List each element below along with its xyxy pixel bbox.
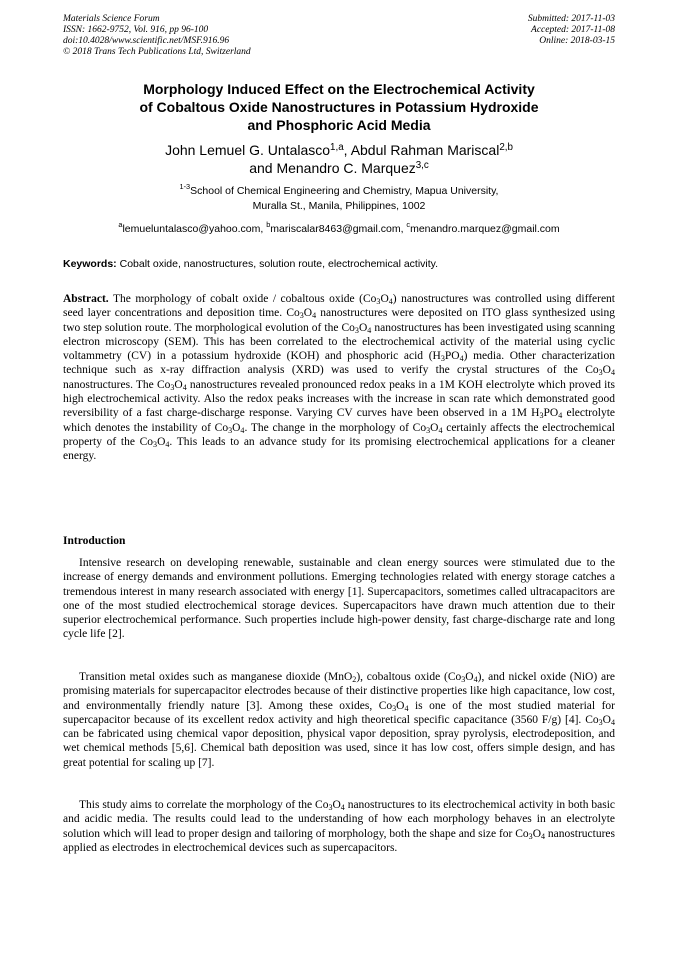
affiliation-text-1: School of Chemical Engineering and Chemistry, Mapua University, [190,185,499,197]
keywords-label: Keywords: [63,258,117,270]
introduction-heading: Introduction [63,535,126,547]
abstract-text: O [232,421,241,434]
email-list [63,222,615,236]
accepted-date: Accepted: 2017-11-08 [531,25,615,35]
affiliation-text-2: Muralla St., Manila, Philippines, 1002 [252,200,426,212]
abstract-text: . This leads to an advance study for its promising electrochemical applications for a cleaner energy. [63,435,615,463]
abstract-text: O [174,378,183,391]
subscript: 4 [558,411,563,421]
title-line-3: and Phosphoric Acid Media [247,117,431,133]
journal-name: Materials Science Forum [63,14,160,24]
author-3: Menandro C. Marquez [276,160,416,176]
subscript: 3 [153,439,158,449]
paragraph-text: O [532,827,542,840]
subscript: 4 [367,325,372,335]
subscript: 3 [598,717,603,727]
abstract-text: nanostructures revealed pronounced redox peaks in a 1M KOH electrolyte which proved its high electrochemical activity. Also the redox peaks increases with the increase in scan rate which demonstrated good reversibility of a fast charge-discharge response. Varying CV curves have been observed in a 1M H [63,378,616,420]
author-2-sup: 2,b [499,142,513,153]
abstract-text: O [430,421,439,434]
paragraph-text: O [396,699,405,712]
subscript: 3 [228,425,233,435]
subscript: 3 [528,831,533,841]
paragraph-text: can be fabricated using chemical vapor deposition, physical vapor deposition, spray pyrolysis, electrodeposition, and wet chemical methods [5,6]. Chemical bath deposition was used, since it has low cost, offers simple design, and has great potential for scaling up [7]. [63,728,615,769]
subscript: 3 [426,425,431,435]
subscript: 4 [240,425,245,435]
subscript: 4 [312,311,317,321]
subscript: 4 [473,675,478,684]
affiliation-sup: 1-3 [179,182,191,191]
online-date: Online: 2018-03-15 [539,36,615,46]
subscript: 3 [461,675,466,684]
paragraph-text: nanostructures to its electrochemical activity in both basic and acidic media. The results could lead to the understanding of how each morphology behaves in an electrolyte solution which will lead to proper design and tailoring of morphology, both the shape and size for Co [63,799,615,840]
subscript: 4 [165,439,170,449]
abstract-text: nanostructures has been investigated using scanning electron microscopy (SEM). This has been correlated to the electrochemical activity of the material using cyclic voltammetry (CV) in a potassium hydroxide (KOH) and phosphoric acid (H [63,321,615,363]
abstract-text: O [602,364,611,377]
subscript: 3 [440,354,445,364]
paragraph-text: This study aims to correlate the morphology of the Co [79,799,329,811]
title-line-1: Morphology Induced Effect on the Electrochemical Activity [143,81,535,97]
abstract-text: O [358,321,368,334]
keywords [63,257,615,271]
author-separator: , [343,142,351,158]
paragraph-text: O [332,799,341,811]
keywords-text: Cobalt oxide, nanostructures, solution route, electrochemical activity. [116,258,439,270]
abstract-text: certainly affects the electrochemical property of the Co [63,421,615,448]
author-2: Abdul Rahman Mariscal [350,142,500,158]
subscript: 3 [328,803,333,812]
subscript: 3 [392,703,397,713]
subscript: 3 [598,368,603,378]
subscript: 4 [610,717,615,727]
subscript: 4 [404,703,409,713]
abstract-text: O [303,307,313,320]
email-c: menandro.marquez@gmail.com [410,223,560,235]
author-list [63,141,615,177]
abstract-label: Abstract. [63,293,109,305]
paragraph-text: ), cobaltous oxide (Co [356,671,462,683]
subscript: 4 [459,354,464,364]
email-b-sup: b [266,220,271,229]
abstract-text: PO [444,350,460,363]
email-a: lemueluntalasco@yahoo.com, [122,223,267,235]
dates-header [528,14,615,47]
abstract-text: ) nanostructures was controlled using different seed layer concentrations and deposition time. Co [63,293,616,320]
title-line-2: of Cobaltous Oxide Nanostructures in Potassium Hydroxide [139,99,539,115]
author-1: John Lemuel G. Untalasco [165,142,331,158]
abstract-text: O [157,435,166,448]
abstract-text: The morphology of cobalt oxide / cobaltous oxide (Co [108,293,377,305]
abstract-text: O [380,293,389,305]
copyright: © 2018 Trans Tech Publications Ltd, Switzerland [63,47,251,57]
paragraph-text: O [602,713,611,726]
email-b: mariscalar8463@gmail.com, [270,223,407,235]
subscript: 3 [376,297,381,306]
subscript: 3 [354,325,359,335]
subscript: 2 [352,675,357,684]
paragraph-text: O [465,671,474,683]
author-3-sup: 3,c [415,160,429,171]
submitted-date: Submitted: 2017-11-03 [527,14,615,24]
intro-paragraph-3 [63,798,615,855]
author-1-sup: 1,a [330,142,344,153]
issn: ISSN: 1662-9752, Vol. 916, pp 96-100 [63,25,209,35]
paragraph-text: Transition metal oxides such as manganese dioxide (MnO [79,671,353,683]
author-and: and [249,160,277,176]
abstract-text: electrolyte which denotes the instability of Co [63,407,615,434]
subscript: 3 [299,311,304,321]
doi: doi:10.4028/www.scientific.net/MSF.916.96 [63,36,230,46]
abstract [63,292,615,464]
subscript: 4 [388,297,393,306]
abstract-text: nanostructures were deposited on ITO glass synthesized using two step solution route. The morphological evolution of the Co [63,307,615,334]
abstract-text: nanostructures. The Co [63,378,171,391]
paragraph-text: nanostructures applied as electrodes in electrochemical devices such as supercapacitors. [63,827,615,854]
affiliation [63,184,615,214]
subscript: 4 [541,831,546,841]
email-a-sup: a [118,220,123,229]
email-c-sup: c [406,220,411,229]
paragraph-text: is one of the most studied material for supercapacitor because of its excellent redox activity and high theoretical specific capacitance (3560 F/g) [4]. Co [63,699,615,726]
paper-title [63,80,615,134]
authors-line-2 [63,159,615,177]
subscript: 4 [340,803,345,812]
affiliation-line-1 [63,184,615,199]
subscript: 3 [170,382,175,392]
subscript: 3 [539,411,544,421]
intro-paragraph-1: Intensive research on developing renewable, sustainable and clean energy sources were stimulated due to the increase of energy demands and environment pollutions. Emerging technologies related with energy storage catches a tremendous interest in many research associated with energy [1]. Supercapacitors, sometimes called ultracapacitors are one of the most studied electrochemical storage devices. Supercapacitors have drawn much attention due to their superior electrochemical performance. Such properties include high-power density, fast charge-discharge rate and long cycle life [2]. [63,557,615,641]
abstract-text: ) media. Other characterization technique such as x-ray diffraction analysis (XRD) was used to verify the crystal structures of the Co [63,350,615,377]
abstract-text: . The change in the morphology of Co [244,421,427,434]
intro-paragraph-2 [63,670,615,770]
abstract-text: PO [543,407,559,420]
subscript: 4 [182,382,187,392]
journal-header [63,14,251,58]
authors-line-1 [63,141,615,159]
subscript: 4 [610,368,615,378]
subscript: 4 [438,425,443,435]
paragraph-text: ), and nickel oxide (NiO) are promising materials for supercapacitor electrodes because of their distinctive properties like high capacitance, low cost, and environmentally friendly nature [3]. Among these oxides, Co [63,671,616,712]
